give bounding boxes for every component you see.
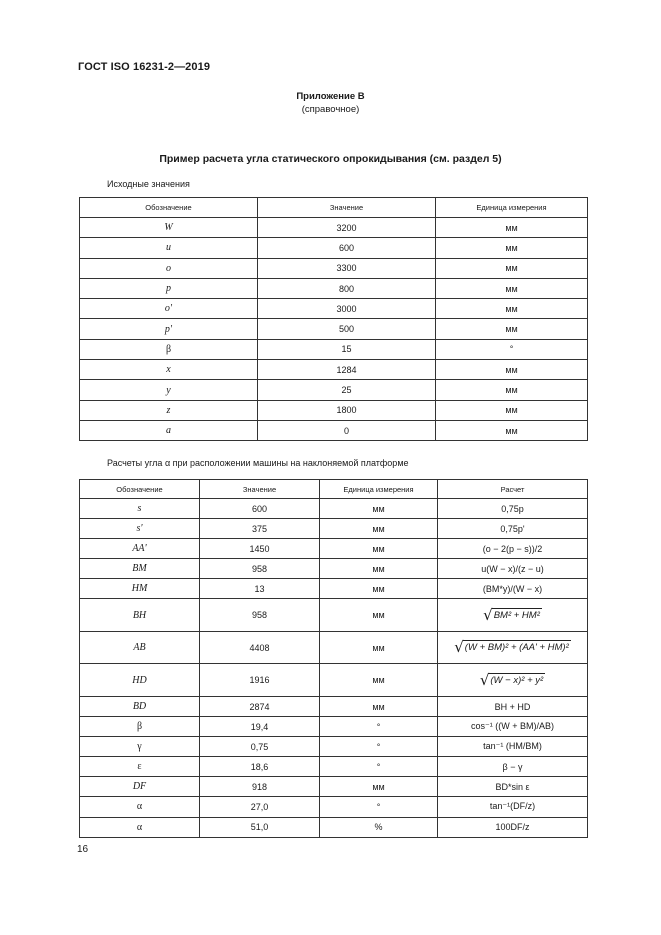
initial-values-table — [79, 197, 588, 441]
unit-cell: мм — [320, 499, 438, 519]
document-code: ГОСТ ISO 16231-2—2019 — [78, 61, 211, 73]
unit-cell: мм — [436, 360, 588, 380]
table-row — [80, 299, 588, 319]
unit-cell: % — [320, 817, 438, 837]
value-cell: 1800 — [258, 400, 436, 420]
column-header: Расчет — [438, 480, 588, 499]
symbol-cell: ε — [80, 757, 200, 777]
table-row — [80, 278, 588, 298]
table-row — [80, 420, 588, 440]
symbol-cell: W — [80, 218, 258, 238]
sqrt-radicand: (W − x)² + y² — [490, 674, 544, 686]
formula-cell: BH + HD — [438, 696, 588, 716]
page-number: 16 — [77, 844, 89, 855]
symbol-cell: x — [80, 360, 258, 380]
unit-cell: ° — [436, 339, 588, 359]
value-cell: 2874 — [200, 696, 320, 716]
symbol-cell: AB — [80, 631, 200, 664]
calculation-table — [79, 479, 588, 838]
table-header-row — [80, 198, 588, 218]
table-row — [80, 559, 588, 579]
table-row — [80, 579, 588, 599]
symbol-cell: DF — [80, 777, 200, 797]
symbol-cell: p — [80, 278, 258, 298]
value-cell: 375 — [200, 519, 320, 539]
formula-cell — [438, 631, 588, 664]
symbol-cell: u — [80, 238, 258, 258]
symbol-cell: z — [80, 400, 258, 420]
table-row — [80, 777, 588, 797]
table2-caption: Расчеты угла α при расположении машины на наклоняемой платформе — [107, 458, 409, 468]
table-row — [80, 400, 588, 420]
sqrt-sign-icon: √ — [479, 670, 490, 689]
column-header: Единица измерения — [320, 480, 438, 499]
table-row — [80, 757, 588, 777]
symbol-cell: BM — [80, 559, 200, 579]
symbol-cell: BD — [80, 696, 200, 716]
value-cell: 800 — [258, 278, 436, 298]
unit-cell: мм — [436, 380, 588, 400]
value-cell: 18,6 — [200, 757, 320, 777]
symbol-cell: o — [80, 258, 258, 278]
formula-cell: cos⁻¹ ((W + BM)/AB) — [438, 717, 588, 737]
table-row — [80, 631, 588, 664]
value-cell: 4408 — [200, 631, 320, 664]
formula-cell: tan⁻¹ (HM/BM) — [438, 737, 588, 757]
unit-cell: мм — [436, 299, 588, 319]
formula-cell: tan⁻¹(DF/z) — [438, 797, 588, 817]
value-cell: 3000 — [258, 299, 436, 319]
value-cell: 51,0 — [200, 817, 320, 837]
table-row — [80, 380, 588, 400]
formula-cell: β − γ — [438, 757, 588, 777]
unit-cell: мм — [436, 238, 588, 258]
table-row — [80, 339, 588, 359]
unit-cell: мм — [320, 664, 438, 697]
sqrt-sign-icon: √ — [483, 605, 493, 624]
symbol-cell: β — [80, 717, 200, 737]
unit-cell: мм — [320, 539, 438, 559]
value-cell: 918 — [200, 777, 320, 797]
formula-cell: 0,75p — [438, 499, 588, 519]
unit-cell: ° — [320, 757, 438, 777]
value-cell: 500 — [258, 319, 436, 339]
unit-cell: мм — [320, 696, 438, 716]
symbol-cell: s — [80, 499, 200, 519]
value-cell: 1916 — [200, 664, 320, 697]
symbol-cell: HD — [80, 664, 200, 697]
value-cell: 27,0 — [200, 797, 320, 817]
formula-cell: 100DF/z — [438, 817, 588, 837]
formula-cell — [438, 599, 588, 632]
column-header: Единица измерения — [436, 198, 588, 218]
symbol-cell: γ — [80, 737, 200, 757]
table-row — [80, 519, 588, 539]
sqrt-radicand: (W + BM)² + (AA' + HM)² — [464, 642, 569, 654]
table-row — [80, 319, 588, 339]
symbol-cell: o' — [80, 299, 258, 319]
appendix-title: Приложение В — [296, 91, 365, 102]
value-cell: 958 — [200, 599, 320, 632]
symbol-cell: AA' — [80, 539, 200, 559]
formula-cell: (BM*y)/(W − x) — [438, 579, 588, 599]
unit-cell: мм — [436, 218, 588, 238]
value-cell: 25 — [258, 380, 436, 400]
unit-cell: мм — [320, 579, 438, 599]
value-cell: 19,4 — [200, 717, 320, 737]
unit-cell: мм — [320, 519, 438, 539]
table-row — [80, 717, 588, 737]
value-cell: 0,75 — [200, 737, 320, 757]
unit-cell: мм — [436, 400, 588, 420]
table-row — [80, 599, 588, 632]
unit-cell: ° — [320, 797, 438, 817]
unit-cell: мм — [436, 420, 588, 440]
column-header: Значение — [200, 480, 320, 499]
symbol-cell: a — [80, 420, 258, 440]
symbol-cell: β — [80, 339, 258, 359]
unit-cell: ° — [320, 717, 438, 737]
table-row — [80, 218, 588, 238]
unit-cell: мм — [320, 559, 438, 579]
unit-cell: ° — [320, 737, 438, 757]
symbol-cell: p' — [80, 319, 258, 339]
value-cell: 958 — [200, 559, 320, 579]
unit-cell: мм — [436, 258, 588, 278]
sqrt-formula — [454, 640, 571, 655]
value-cell: 13 — [200, 579, 320, 599]
table-row — [80, 539, 588, 559]
sqrt-sign-icon: √ — [454, 638, 464, 657]
sqrt-radicand: BM² + HM² — [493, 609, 540, 621]
table-row — [80, 360, 588, 380]
formula-cell — [438, 664, 588, 697]
symbol-cell: α — [80, 797, 200, 817]
value-cell: 600 — [258, 238, 436, 258]
value-cell: 0 — [258, 420, 436, 440]
unit-cell: мм — [436, 278, 588, 298]
table-header-row — [80, 480, 588, 499]
unit-cell: мм — [320, 599, 438, 632]
sqrt-formula — [483, 605, 542, 624]
unit-cell: мм — [320, 631, 438, 664]
formula-cell: u(W − x)/(z − u) — [438, 559, 588, 579]
value-cell: 1284 — [258, 360, 436, 380]
table-row — [80, 238, 588, 258]
table-row — [80, 737, 588, 757]
column-header: Значение — [258, 198, 436, 218]
table-row — [80, 499, 588, 519]
table-row — [80, 797, 588, 817]
table-row — [80, 817, 588, 837]
column-header: Обозначение — [80, 480, 200, 499]
sqrt-formula — [479, 670, 545, 689]
section-title: Пример расчета угла статического опрокидывания (см. раздел 5) — [159, 153, 502, 165]
formula-cell: 0,75p' — [438, 519, 588, 539]
value-cell: 3300 — [258, 258, 436, 278]
value-cell: 1450 — [200, 539, 320, 559]
symbol-cell: y — [80, 380, 258, 400]
symbol-cell: HM — [80, 579, 200, 599]
table-row — [80, 258, 588, 278]
table-row — [80, 664, 588, 697]
appendix-subtitle: (справочное) — [301, 104, 360, 115]
formula-cell: (o − 2(p − s))/2 — [438, 539, 588, 559]
symbol-cell: s' — [80, 519, 200, 539]
column-header: Обозначение — [80, 198, 258, 218]
unit-cell: мм — [436, 319, 588, 339]
value-cell: 15 — [258, 339, 436, 359]
symbol-cell: α — [80, 817, 200, 837]
table-row — [80, 696, 588, 716]
table1-caption: Исходные значения — [107, 179, 190, 189]
symbol-cell: BH — [80, 599, 200, 632]
value-cell: 600 — [200, 499, 320, 519]
value-cell: 3200 — [258, 218, 436, 238]
formula-cell: BD*sin ε — [438, 777, 588, 797]
unit-cell: мм — [320, 777, 438, 797]
